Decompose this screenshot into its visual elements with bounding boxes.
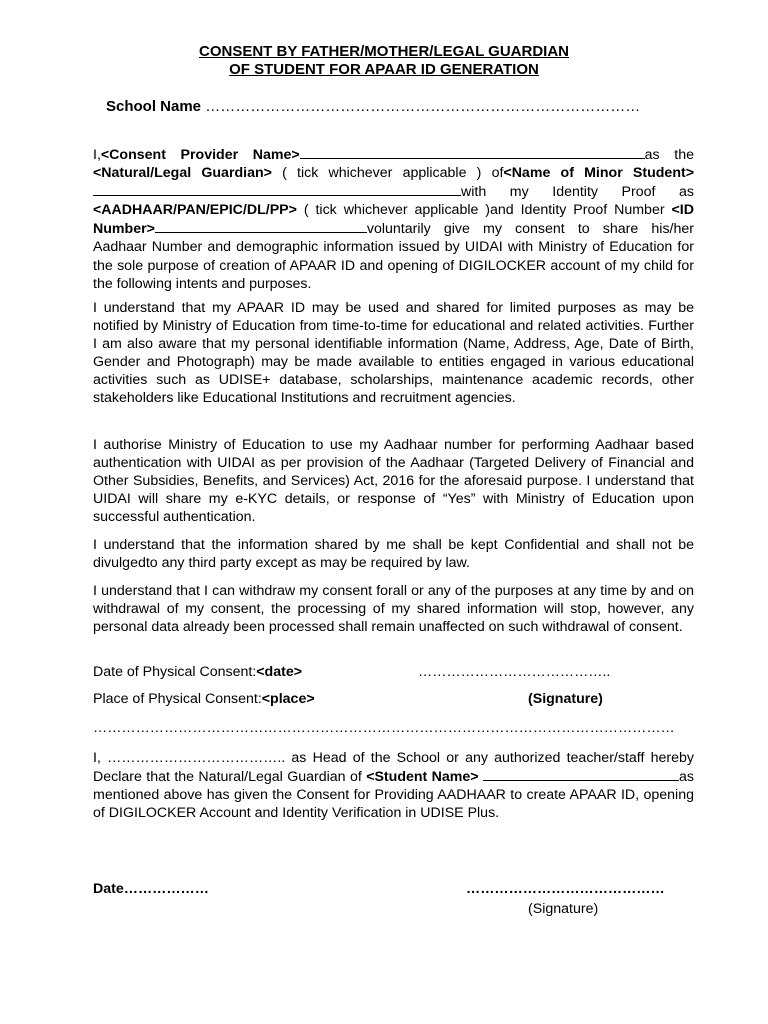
form-title-line-2: OF STUDENT FOR APAAR ID GENERATION xyxy=(229,61,539,78)
id-number-blank xyxy=(155,219,367,233)
declaration-text: as mentioned above has given the Consent for Providing AADHAAR to create APAAR ID, opening of DIGILOCKER Account and Identity Verification in UDISE Plus. xyxy=(93,769,694,822)
school-name-dots: …………………………………………………………………………… xyxy=(205,98,641,115)
consent-text: as the xyxy=(644,147,695,163)
physical-date-placeholder: <date> xyxy=(256,664,302,680)
consent-text: I, xyxy=(93,147,101,163)
consent-text: with my Identity Proof as xyxy=(461,184,694,201)
footer-date xyxy=(93,881,209,897)
id-proof-type-placeholder: <AADHAAR/PAN/EPIC/DL/PP> xyxy=(93,202,297,219)
consent-paragraph-2: I understand that my APAAR ID may be used and shared for limited purposes as may be notified by Ministry of Education from time-to-time for educational and related activities. Further I am also aware that my personal identifiable information (Name, Address, Age, Date of Birth, Gender and Photograph) may be made available to entities engaged in various educational activities such as UDISE+ database, scholarships, maintenance academic records, other stakeholders like Educational Institutions and recruitment agencies. xyxy=(93,300,694,407)
consent-paragraph-3: I authorise Ministry of Education to use my Aadhaar number for performing Aadhaar based authentication with UIDAI as per provision of the Aadhaar (Targeted Delivery of Financial and Other Subsidies, Benefits, and Services) Act, 2016 for the aforesaid purpose. I understand that UIDAI will share my e-KYC details, or response of “Yes” with Ministry of Education upon successful authentication. xyxy=(93,437,694,526)
parent-signature-label: (Signature) xyxy=(528,691,603,707)
footer-date-dots: ……………… xyxy=(123,881,209,897)
id-number-placeholder: <ID Number> xyxy=(93,202,694,238)
consent-paragraph-1 xyxy=(93,145,694,293)
declaration-paragraph xyxy=(93,749,694,822)
minor-student-placeholder: <Name of Minor Student> xyxy=(503,165,694,182)
declaration-student-placeholder: <Student Name> xyxy=(366,769,479,786)
school-name-line xyxy=(106,98,640,115)
physical-consent-date xyxy=(93,664,302,680)
consent-text: voluntarily give my consent to share his/her Aadhaar Number and demographic information issued by UIDAI with Ministry of Education for the sole purpose of creation of APAAR ID and opening of DIGILOCKER account of my child for the following intents and purposes. xyxy=(93,221,694,292)
declaration-text: I, ……………………………….. as Head of the School or any authorized teacher/staff hereby Declare that the Natural/Legal Guardian of xyxy=(93,750,694,786)
form-title-line-1: CONSENT BY FATHER/MOTHER/LEGAL GUARDIAN xyxy=(198,43,569,60)
parent-signature-dots: ………………………………….. xyxy=(418,664,611,680)
consent-paragraph-5: I understand that I can withdraw my consent forall or any of the purposes at any time by and on withdrawal of my consent, the processing of my shared information will stop, however, any personal data already been processed shall remain unaffected on such withdrawal of consent. xyxy=(93,583,694,636)
consent-provider-blank xyxy=(300,145,645,159)
head-signature-dots: …………………………………… xyxy=(466,881,665,897)
physical-date-label: Date of Physical Consent: xyxy=(93,664,257,680)
minor-student-blank xyxy=(93,182,461,196)
consent-provider-placeholder: <Consent Provider Name> xyxy=(100,147,300,163)
guardian-type-placeholder: <Natural/Legal Guardian> xyxy=(93,165,272,182)
footer-date-label: Date xyxy=(93,881,124,897)
school-name-label: School Name xyxy=(106,98,202,115)
consent-paragraph-4: I understand that the information shared by me shall be kept Confidential and shall not be divulgedto any third party except as may be required by law. xyxy=(93,537,694,572)
head-signature-label: (Signature) xyxy=(528,901,599,917)
consent-text: ( tick whichever applicable ) of xyxy=(282,165,504,182)
physical-place-placeholder: <place> xyxy=(261,691,315,707)
declaration-student-blank xyxy=(483,767,679,781)
section-separator: …………………………………………………………………………………………………………… xyxy=(93,720,675,736)
physical-consent-place xyxy=(93,691,315,707)
physical-place-label: Place of Physical Consent: xyxy=(93,691,262,707)
consent-text: ( tick whichever applicable )and Identity Proof Number xyxy=(303,202,665,219)
